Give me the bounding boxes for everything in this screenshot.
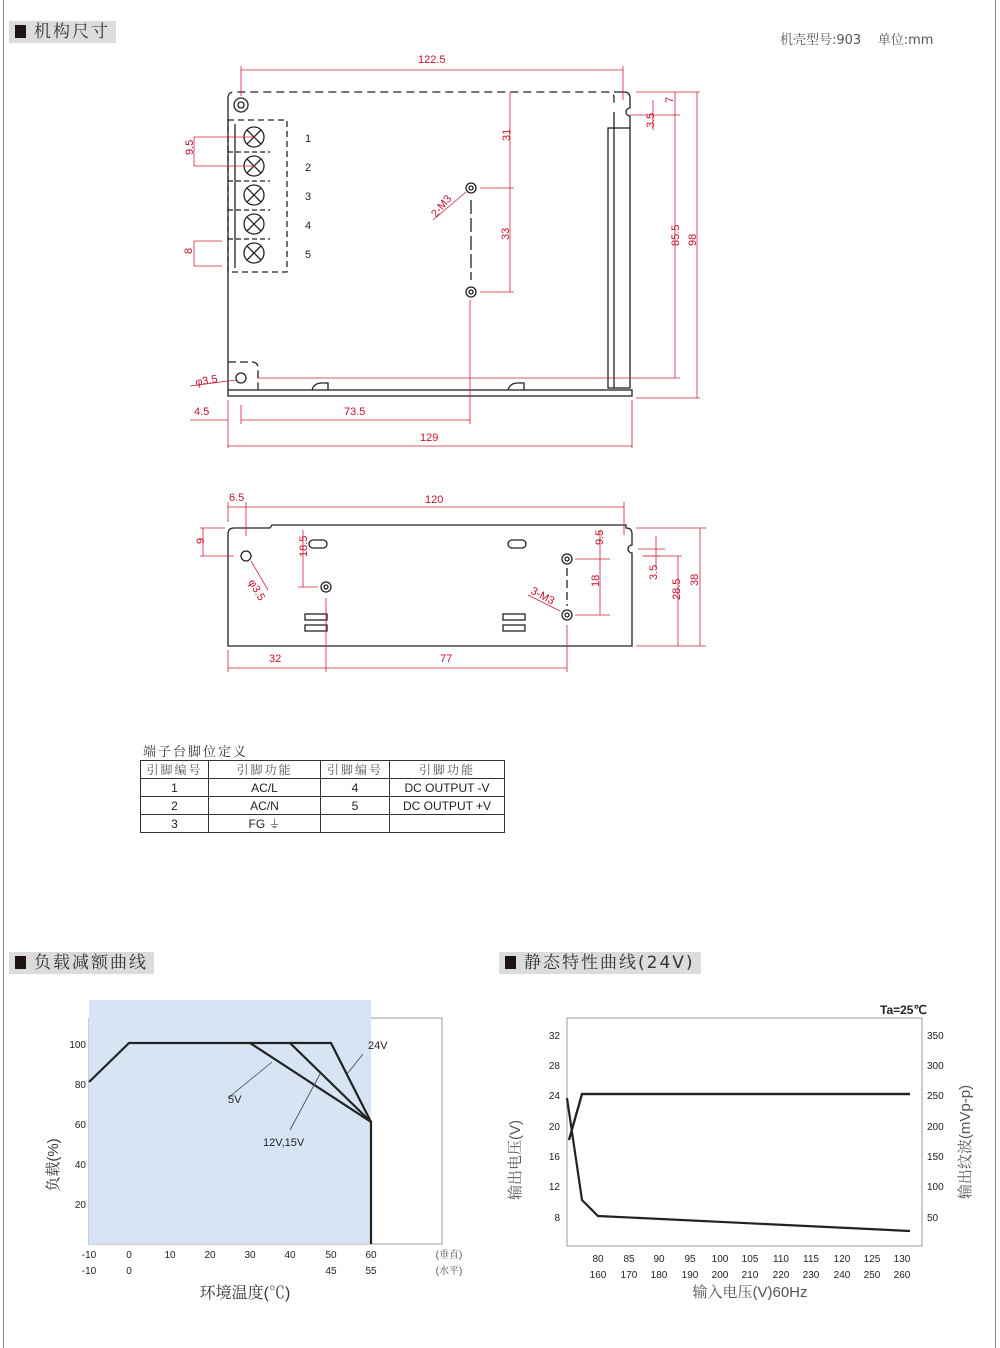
dim-18-5: 18.5 <box>298 535 310 557</box>
x-tick-2: 160 <box>589 1270 607 1281</box>
cell: DC OUTPUT +V <box>390 797 505 815</box>
x-axis-label: 输入电压(V)60Hz <box>692 1284 808 1301</box>
y-left-tick: 24 <box>548 1091 560 1102</box>
table-row <box>141 797 505 815</box>
dim-129: 129 <box>420 432 439 444</box>
x-tick-2: 180 <box>650 1270 668 1281</box>
ta-annotation: Ta=25℃ <box>880 1003 927 1017</box>
dim-9-5: 9.5 <box>184 139 196 155</box>
y-left-tick: 28 <box>548 1061 560 1072</box>
dim-120: 120 <box>425 494 444 506</box>
terminal-label-2: 2 <box>305 162 312 174</box>
x-tick: 60 <box>365 1250 377 1261</box>
label-5v: 5V <box>228 1094 242 1106</box>
dim-side-3-5: 3.5 <box>648 564 660 580</box>
x-tick: 105 <box>741 1254 759 1265</box>
pin-definition-table <box>140 760 505 833</box>
y-right-tick: 300 <box>927 1061 944 1072</box>
cell: AC/N <box>209 797 321 815</box>
cell <box>390 815 505 833</box>
header-pin-no-2: 引脚编号 <box>321 761 390 779</box>
section-title-derating <box>9 952 154 974</box>
table-row <box>141 779 505 797</box>
x-tick: 30 <box>244 1250 256 1261</box>
cell: 1 <box>141 779 209 797</box>
x-tick: 100 <box>711 1254 729 1265</box>
y-right-tick: 350 <box>927 1031 944 1042</box>
unit-label: 单位:mm <box>877 33 934 48</box>
cell: 2 <box>141 797 209 815</box>
y-right-tick: 250 <box>927 1091 944 1102</box>
header-pin-no: 引脚编号 <box>141 761 209 779</box>
x-tick-2: 170 <box>620 1270 638 1281</box>
y-right-tick: 50 <box>927 1213 939 1224</box>
dim-4-5: 4.5 <box>194 406 210 418</box>
x-tick: 20 <box>204 1250 216 1261</box>
section-title-text: 负载减额曲线 <box>34 953 148 973</box>
pin-table-caption: 端子台脚位定义 <box>143 745 249 760</box>
header-pin-function-2: 引脚功能 <box>390 761 505 779</box>
terminal-label-1: 1 <box>305 133 312 145</box>
x-tick: 130 <box>893 1254 911 1265</box>
label-24v: 24V <box>368 1040 388 1052</box>
dim-31: 31 <box>501 128 513 141</box>
y-tick: 20 <box>74 1200 86 1211</box>
x-tick-h: 0 <box>126 1266 132 1277</box>
dim-7: 7 <box>664 96 676 103</box>
x-tick: 10 <box>164 1250 176 1261</box>
terminal-label-5: 5 <box>305 249 312 261</box>
square-bullet-icon <box>15 956 26 969</box>
label-12v-15v: 12V,15V <box>263 1137 305 1149</box>
dim-6-5: 6.5 <box>229 492 245 504</box>
terminal-label-3: 3 <box>305 191 312 203</box>
dim-33: 33 <box>500 227 512 240</box>
dim-side-phi-3-5: φ3.5 <box>245 577 268 603</box>
cell: 5 <box>321 797 390 815</box>
x-tick-2: 190 <box>681 1270 699 1281</box>
dim-85-5: 85.5 <box>670 224 682 246</box>
static-chart <box>480 1000 1000 1320</box>
x-tick-h: -10 <box>81 1266 97 1277</box>
x-tick: 90 <box>653 1254 665 1265</box>
x-tick-h: 45 <box>325 1266 337 1277</box>
x-tick: 80 <box>592 1254 604 1265</box>
terminal-label-4: 4 <box>305 220 312 232</box>
dim-phi-3-5: φ3.5 <box>194 373 219 389</box>
dim-32: 32 <box>269 653 282 665</box>
cell: FG ⏚ <box>209 815 321 833</box>
x-tick: 110 <box>773 1254 789 1265</box>
dim-77: 77 <box>440 653 453 665</box>
x-tick-2: 250 <box>863 1270 881 1281</box>
cell: DC OUTPUT -V <box>390 779 505 797</box>
note-vertical: (垂直) <box>435 1250 463 1261</box>
table-header-row <box>141 761 505 779</box>
dim-3-5: 3.5 <box>645 112 657 128</box>
y-tick: 100 <box>69 1040 86 1051</box>
x-tick: 115 <box>803 1254 819 1265</box>
y-right-axis-label: 输出纹波(mVp-p) <box>957 1084 974 1200</box>
label-3-m3: 3-M3 <box>528 585 557 608</box>
case-model: 机壳型号:903 <box>780 33 862 48</box>
x-tick-2: 240 <box>833 1270 851 1281</box>
cell: 4 <box>321 779 390 797</box>
x-tick-2: 210 <box>741 1270 759 1281</box>
x-tick: -10 <box>81 1250 97 1261</box>
x-tick: 85 <box>623 1254 635 1265</box>
cell <box>321 815 390 833</box>
x-tick-2: 220 <box>772 1270 790 1281</box>
section-title-static <box>499 952 701 974</box>
y-left-tick: 8 <box>554 1213 560 1224</box>
x-tick: 50 <box>325 1250 337 1261</box>
derating-chart <box>0 1000 480 1320</box>
x-tick: 0 <box>126 1250 132 1261</box>
y-left-axis-label: 输出电压(V) <box>507 1120 524 1200</box>
dim-38: 38 <box>689 573 701 586</box>
y-axis-label: 负载(%) <box>45 1138 62 1192</box>
side-view-drawing <box>228 525 632 646</box>
x-tick: 125 <box>863 1254 881 1265</box>
x-tick-h: 55 <box>365 1266 377 1277</box>
dim-28-5: 28.5 <box>671 578 683 600</box>
dim-8: 8 <box>183 247 195 254</box>
dim-98: 98 <box>687 233 699 246</box>
label-2-m3: 2-M3 <box>429 193 455 220</box>
x-tick: 120 <box>833 1254 851 1265</box>
x-tick-2: 200 <box>711 1270 729 1281</box>
dim-side-9-5: 9.5 <box>594 529 606 545</box>
x-axis-label: 环境温度(℃) <box>199 1285 291 1302</box>
dim-73-5: 73.5 <box>344 406 366 418</box>
x-tick-2: 260 <box>893 1270 911 1281</box>
x-tick: 40 <box>284 1250 296 1261</box>
dim-18: 18 <box>590 574 602 587</box>
y-tick: 60 <box>74 1120 86 1131</box>
y-left-tick: 16 <box>548 1152 560 1163</box>
y-right-tick: 100 <box>927 1182 944 1193</box>
square-bullet-icon <box>505 956 516 969</box>
section-title-text: 机构尺寸 <box>34 22 110 42</box>
y-right-tick: 200 <box>927 1122 944 1133</box>
y-right-tick: 150 <box>927 1152 944 1163</box>
terminal-screws <box>228 127 270 263</box>
dim-122-5: 122.5 <box>418 54 446 66</box>
y-tick: 80 <box>74 1080 86 1091</box>
table-row <box>141 815 505 833</box>
x-tick: 95 <box>684 1254 696 1265</box>
y-left-tick: 20 <box>548 1122 560 1133</box>
header-pin-function: 引脚功能 <box>209 761 321 779</box>
dim-9: 9 <box>195 537 207 544</box>
section-title-text: 静态特性曲线(24V) <box>524 953 695 973</box>
note-horizontal: (水平) <box>435 1266 463 1277</box>
y-left-tick: 32 <box>548 1031 560 1042</box>
x-tick-2: 230 <box>802 1270 820 1281</box>
cell: 3 <box>141 815 209 833</box>
cell: AC/L <box>209 779 321 797</box>
y-tick: 40 <box>74 1160 86 1171</box>
y-left-tick: 12 <box>548 1182 560 1193</box>
